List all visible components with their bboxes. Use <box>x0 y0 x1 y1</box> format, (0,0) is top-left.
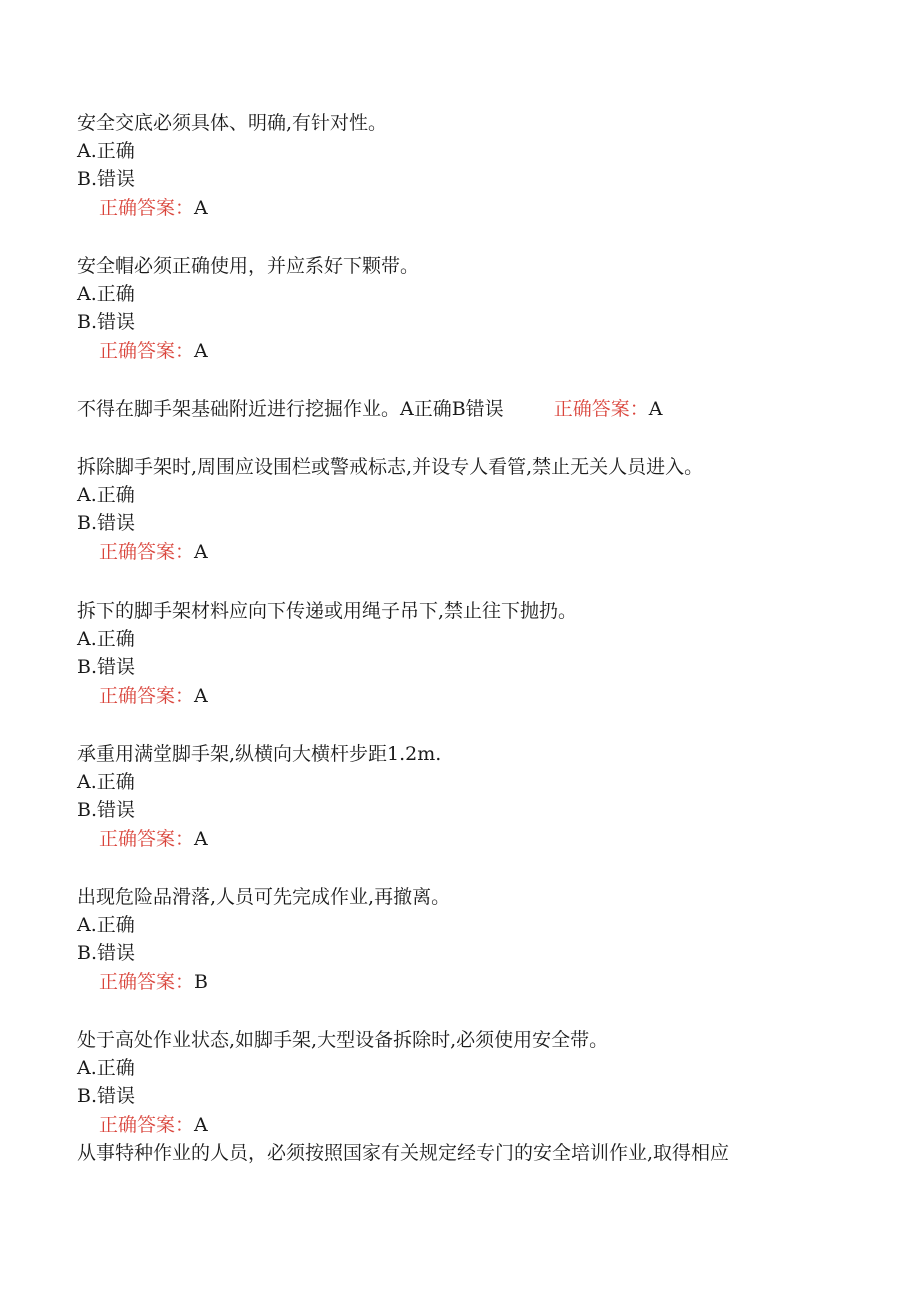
question-1-answer <box>99 195 208 221</box>
question-1-option-a: A.正确 <box>77 140 135 162</box>
question-8-option-b: B.错误 <box>77 1085 136 1107</box>
answer-label: 正确答案： <box>99 340 195 362</box>
question-6-answer <box>99 826 208 852</box>
question-3-text: 不得在脚手架基础附近进行挖掘作业。A正确B错误 <box>77 398 504 420</box>
question-3-stem <box>77 396 662 422</box>
answer-value: A <box>648 398 663 420</box>
question-7-option-b: B.错误 <box>77 942 136 964</box>
question-8-answer <box>99 1112 208 1138</box>
question-4-answer <box>99 539 208 565</box>
answer-value: A <box>194 828 208 850</box>
question-7-answer <box>99 969 208 995</box>
question-1-stem: 安全交底必须具体、明确,有针对性。 <box>77 112 388 134</box>
answer-label: 正确答案： <box>99 1114 195 1136</box>
answer-value: A <box>194 340 208 362</box>
question-2-stem: 安全帽必须正确使用，并应系好下颗带。 <box>77 255 420 277</box>
question-2-option-b: B.错误 <box>77 311 136 333</box>
question-8-option-a: A.正确 <box>77 1057 135 1079</box>
answer-label: 正确答案： <box>99 541 195 563</box>
answer-value: B <box>194 971 208 993</box>
question-4-option-b: B.错误 <box>77 512 136 534</box>
answer-value: A <box>194 1114 208 1136</box>
question-6-stem: 承重用满堂脚手架,纵横向大横杆步距1.2m. <box>77 743 442 765</box>
question-7-option-a: A.正确 <box>77 914 135 936</box>
question-4-stem: 拆除脚手架时,周围应设围栏或警戒标志,并设专人看管,禁止无关人员进入。 <box>77 456 704 478</box>
answer-value: A <box>194 197 208 219</box>
answer-label: 正确答案： <box>99 685 195 707</box>
question-5-answer <box>99 683 208 709</box>
question-6-option-b: B.错误 <box>77 799 136 821</box>
answer-label: 正确答案： <box>99 971 195 993</box>
question-9-stem: 从事特种作业的人员，必须按照国家有关规定经专门的安全培训作业,取得相应 <box>77 1142 730 1164</box>
answer-value: A <box>194 685 208 707</box>
question-2-answer <box>99 338 208 364</box>
question-1-option-b: B.错误 <box>77 168 136 190</box>
question-8-stem: 处于高处作业状态,如脚手架,大型设备拆除时,必须使用安全带。 <box>77 1029 609 1051</box>
answer-label: 正确答案： <box>99 197 195 219</box>
answer-value: A <box>194 541 208 563</box>
question-2-option-a: A.正确 <box>77 283 135 305</box>
question-5-option-b: B.错误 <box>77 656 136 678</box>
answer-label: 正确答案： <box>553 398 649 420</box>
question-6-option-a: A.正确 <box>77 771 135 793</box>
answer-label: 正确答案： <box>99 828 195 850</box>
question-7-stem: 出现危险品滑落,人员可先完成作业,再撤离。 <box>77 886 451 908</box>
question-4-option-a: A.正确 <box>77 484 135 506</box>
question-3-answer <box>554 398 663 420</box>
question-5-option-a: A.正确 <box>77 628 135 650</box>
question-5-stem: 拆下的脚手架材料应向下传递或用绳子吊下,禁止往下抛扔。 <box>77 600 578 622</box>
